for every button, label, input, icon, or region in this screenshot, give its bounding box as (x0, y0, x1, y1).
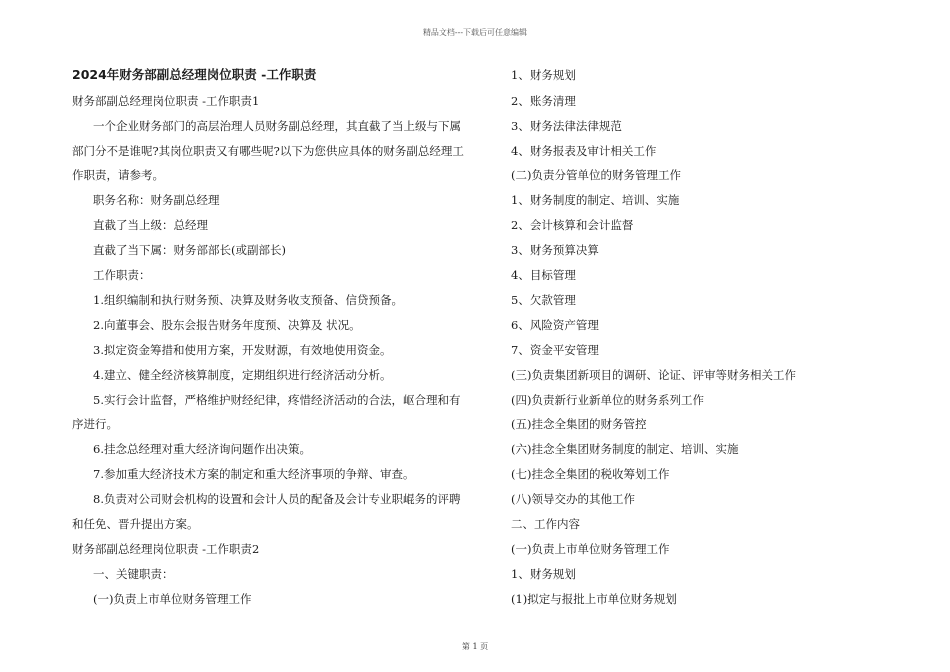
section-heading: 二、工作内容 (511, 517, 580, 531)
list-item: 3、财务预算决算 (511, 243, 599, 257)
list-item: 6.挂念总经理对重大经济询问题作出决策。 (93, 442, 311, 456)
paragraph-line: 直截了当下属：财务部部长(或副部长) (93, 243, 286, 257)
list-item: 2.向董事会、股东会报告财务年度预、决算及 状况。 (93, 318, 361, 332)
list-item: 2、会计核算和会计监督 (511, 218, 634, 232)
section-heading: 财务部副总经理岗位职责 -工作职责1 (72, 94, 260, 108)
page-footer: 第 1 页 (461, 642, 489, 651)
list-item: (一)负责上市单位财务管理工作 (511, 542, 670, 556)
list-item: 5、欠款管理 (511, 293, 576, 307)
list-item: 7.参加重大经济技术方案的制定和重大经济事项的争辩、审查。 (93, 467, 415, 481)
list-item: 3.拟定资金筹措和使用方案，开发财源，有效地使用资金。 (93, 343, 392, 357)
document-title: 2024年财务部副总经理岗位职责 -工作职责 (72, 67, 317, 82)
list-item: 4、财务报表及审计相关工作 (511, 144, 657, 158)
list-item: (五)挂念全集团的财务管控 (511, 417, 647, 431)
page-header: 精品文档---下载后可任意编辑 (422, 28, 528, 37)
section-heading: 财务部副总经理岗位职责 -工作职责2 (72, 542, 260, 556)
paragraph-line: (一)负责上市单位财务管理工作 (93, 592, 252, 606)
list-item: 7、资金平安管理 (511, 343, 599, 357)
list-item: 1、财务规划 (511, 68, 576, 82)
list-item: (四)负责新行业新单位的财务系列工作 (511, 393, 704, 407)
list-item: 1、财务制度的制定、培训、实施 (511, 193, 680, 207)
list-item: (七)挂念全集团的税收筹划工作 (511, 467, 670, 481)
list-item: 3、财务法律法律规范 (511, 119, 622, 133)
list-item: 1、财务规划 (511, 567, 576, 581)
list-item: 序进行。 (72, 417, 118, 431)
paragraph-line: 一个企业财务部门的高层治理人员财务副总经理，其直截了当上级与下属 (93, 119, 461, 133)
list-item: 4、目标管理 (511, 268, 576, 282)
paragraph-line: 职务名称：财务副总经理 (93, 193, 220, 207)
paragraph-line: 一、关键职责： (93, 567, 174, 581)
list-item: (三)负责集团新项目的调研、论证、评审等财务相关工作 (511, 368, 796, 382)
list-item: (1)拟定与报批上市单位财务规划 (511, 592, 677, 606)
list-item: (六)挂念全集团财务制度的制定、培训、实施 (511, 442, 739, 456)
list-item: 5.实行会计监督，严格维护财经纪律，疼惜经济活动的合法，岖合理和有 (93, 393, 461, 407)
list-item: 和任免、晋升提出方案。 (72, 517, 199, 531)
list-item: 4.建立、健全经济核算制度，定期组织进行经济活动分析。 (93, 368, 392, 382)
list-item: (二)负责分管单位的财务管理工作 (511, 168, 681, 182)
paragraph-line: 工作职责： (93, 268, 151, 282)
list-item: 8.负责对公司财会机构的设置和会计人员的配备及会计专业职崐务的评聘 (93, 492, 461, 506)
paragraph-line: 作职责，请参考。 (72, 168, 164, 182)
list-item: (八)领导交办的其他工作 (511, 492, 635, 506)
list-item: 6、风险资产管理 (511, 318, 599, 332)
paragraph-line: 直截了当上级：总经理 (93, 218, 208, 232)
list-item: 2、账务清理 (511, 94, 576, 108)
list-item: 1.组织编制和执行财务预、决算及财务收支预备、信贷预备。 (93, 293, 403, 307)
paragraph-line: 部门分不是谁呢?其岗位职责又有哪些呢?以下为您供应具体的财务副总经理工 (72, 144, 464, 158)
